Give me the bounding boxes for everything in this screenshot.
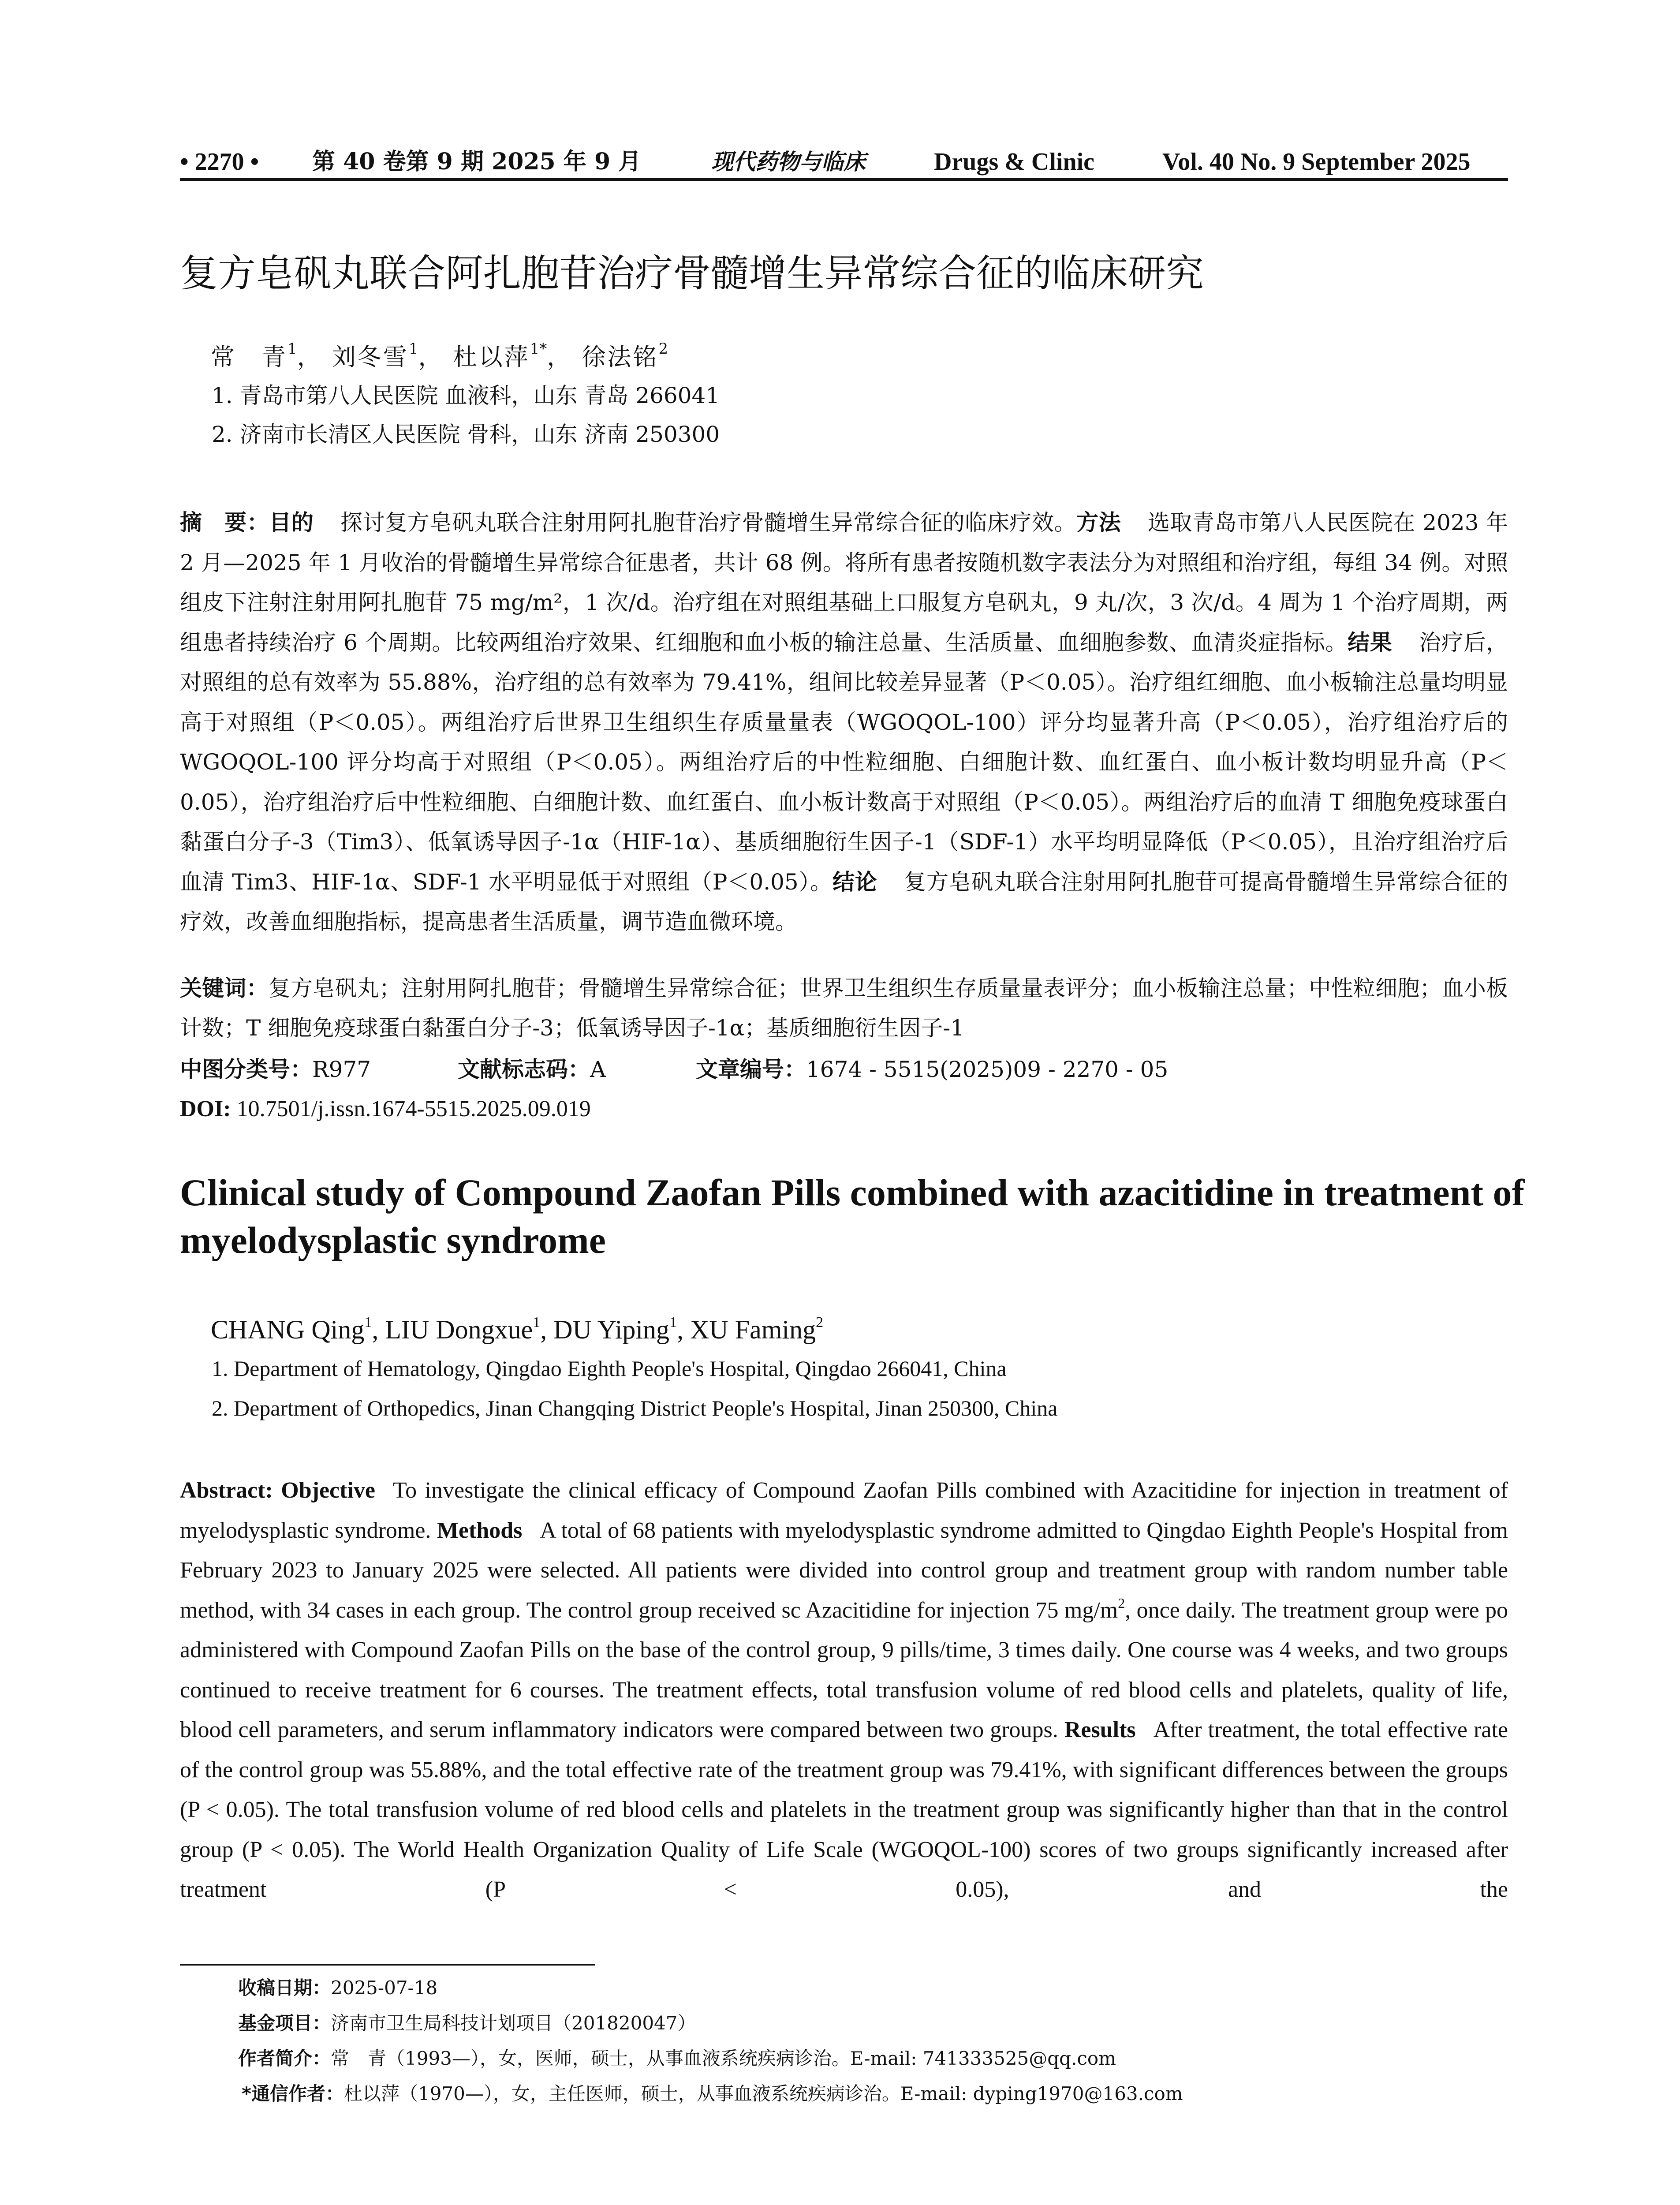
volume-issue-cn: 第 40 卷第 9 期 2025 年 9 月 xyxy=(312,148,642,175)
author-affiliation-mark: 1 xyxy=(408,340,418,358)
doi-label: DOI: xyxy=(180,1096,231,1121)
author-name: 常 青 xyxy=(211,343,287,371)
article-title-cn: 复方皂矾丸联合阿扎胞苷治疗骨髓增生异常综合征的临床研究 xyxy=(180,251,1204,295)
affiliation-cn-2: 2. 济南市长清区人民医院 骨科，山东 济南 250300 xyxy=(212,422,720,447)
author-affiliation-mark: 1 xyxy=(669,1314,677,1330)
results-label-cn: 结果 xyxy=(1348,629,1393,655)
objective-text-en: To investigate the clinical efficacy of Compound Zaofan Pills combined with Azacitidine for injection in treatment of myelodysplastic syndrome. xyxy=(180,1478,1508,1543)
author-bio-text: 常 青（1993—），女，医师，硕士，从事血液系统疾病诊治。E-mail: 741333525@qq.com xyxy=(331,2048,1116,2069)
fund-text: 济南市卫生局科技计划项目（201820047） xyxy=(331,2012,696,2034)
unit-superscript: 2 xyxy=(1118,1595,1125,1611)
author-separator: , xyxy=(540,1315,554,1344)
methods-text-en-cont: , once daily. The treatment group were po administered with Compound Zaofan Pills on the base of the control group, 9 pills/time, 3 times daily. One course was 4 weeks, and two groups continued to receive treatment for 6 courses. The treatment effects, total transfusion volume of red blood cells and platelets, quality of life, blood cell parameters, and serum inflammatory indicators were compared between two groups. xyxy=(180,1597,1508,1742)
page-number: • 2270 • xyxy=(180,148,259,176)
footnote-author xyxy=(238,2045,1116,2072)
article-title-en: Clinical study of Compound Zaofan Pills combined with azacitidine in treatment of myelodysplastic syndrome xyxy=(180,1171,1525,1261)
author-affiliation-mark: 1 xyxy=(533,1314,541,1330)
author-separator: ， xyxy=(418,343,444,371)
author-list-en xyxy=(211,1312,1269,1347)
corresponding-text: 杜以萍（1970—），女，主任医师，硕士，从事血液系统疾病诊治。E-mail: dyping1970@163.com xyxy=(343,2083,1183,2104)
objective-label-cn: 目的 xyxy=(269,510,314,535)
author-name: CHANG Qing xyxy=(211,1315,365,1344)
author-name: 刘冬雪 xyxy=(332,343,409,371)
author-affiliation-mark: 1* xyxy=(530,340,547,358)
methods-text-en: A total of 68 patients with myelodysplastic syndrome admitted to Qingdao Eighth People's Hospital from February 2023 to January 2025 were selected. All patients were divided into control group and treatment group with random number table method, with 34 cases in each group. The control group received sc Azacitidine for injection 75 mg/m xyxy=(180,1517,1508,1623)
received-date: 2025-07-18 xyxy=(331,1977,438,1999)
footnote-received xyxy=(238,1975,437,2001)
author-separator: , xyxy=(372,1315,385,1344)
author-name: DU Yiping xyxy=(553,1315,670,1344)
doc-code-value: A xyxy=(590,1057,606,1082)
objective-text-cn: 探讨复方皂矾丸联合注射用阿扎胞苷治疗骨髓增生异常综合征的临床疗效。 xyxy=(340,510,1077,535)
abstract-cn xyxy=(180,503,1508,942)
author-separator: ， xyxy=(297,343,323,371)
affiliation-cn-1: 1. 青岛市第八人民医院 血液科，山东 青岛 266041 xyxy=(212,383,720,408)
author-name: 徐法铭 xyxy=(582,343,659,371)
author-name: 杜以萍 xyxy=(453,343,530,371)
objective-label-en: Objective xyxy=(281,1478,375,1503)
abstract-label-cn: 摘 要： xyxy=(180,510,269,535)
methods-text-cn: 选取青岛市第八人民医院在 2023 年 2 月—2025 年 1 月收治的骨髓增生异常综合征患者，共计 68 例。将所有患者按随机数字表法分为对照组和治疗组，每组 34 例。对照组皮下注射注射用阿扎胞苷 75 mg/m²，1 次/d。治疗组在对照组基础上口服复方皂矾丸，9 丸/次，3 次/d。4 周为 1 个治疗周期，两组患者持续治疗 6 个周期。比较两组治疗效果、红细胞和血小板的输注总量、生活质量、血细胞参数、血清炎症指标。 xyxy=(180,510,1508,655)
keywords-label: 关键词： xyxy=(180,975,269,1001)
corresponding-label: *通信作者： xyxy=(242,2083,344,2104)
conclusion-label-cn: 结论 xyxy=(833,869,877,895)
author-separator: ， xyxy=(547,343,573,371)
affiliation-en-1: 1. Department of Hematology, Qingdao Eighth People's Hospital, Qingdao 266041, China xyxy=(212,1356,1007,1381)
results-label-en: Results xyxy=(1064,1717,1136,1742)
footnote-corresponding xyxy=(242,2081,1183,2107)
results-text-en: After treatment, the total effective rate of the control group was 55.88%, and the total effective rate of the treatment group was 79.41%, with significant differences between the groups (P < 0.05). The total transfusion volume of red blood cells and platelets in the treatment group was significantly higher than that in the control group (P < 0.05). The World Health Organization Quality of Life Scale (WGOQOL-100) scores of two groups significantly increased after treatment (P < 0.05), and the xyxy=(180,1717,1508,1902)
author-affiliation-mark: 2 xyxy=(658,340,668,358)
keywords-cn xyxy=(180,968,1508,1048)
affiliation-en-2: 2. Department of Orthopedics, Jinan Changqing District People's Hospital, Jinan 250300, China xyxy=(212,1396,1058,1420)
author-list-cn xyxy=(211,340,1093,375)
author-affiliation-mark: 1 xyxy=(364,1314,372,1330)
methods-label-cn: 方法 xyxy=(1076,510,1121,535)
journal-name-en: Drugs & Clinic xyxy=(934,148,1094,176)
article-number-label: 文章编号： xyxy=(696,1057,806,1082)
received-label: 收稿日期： xyxy=(238,1977,331,1999)
author-affiliation-mark: 2 xyxy=(816,1314,824,1330)
author-name: LIU Dongxue xyxy=(385,1315,533,1344)
clc-value: R977 xyxy=(312,1057,371,1082)
author-separator: , xyxy=(677,1315,691,1344)
journal-name-cn: 现代药物与临床 xyxy=(711,149,866,175)
article-number-value: 1674 - 5515(2025)09 - 2270 - 05 xyxy=(806,1057,1169,1082)
footnote-rule xyxy=(180,1964,595,1966)
doc-code-label: 文献标志码： xyxy=(458,1057,590,1082)
running-header xyxy=(180,142,1508,182)
results-text-cn: 治疗后，对照组的总有效率为 55.88%，治疗组的总有效率为 79.41%，组间比较差异显著（P＜0.05）。治疗组红细胞、血小板输注总量均明显高于对照组（P＜0.05）。两组治疗后世界卫生组织生存质量量表（WGOQOL-100）评分均显著升高（P＜0.05），治疗组治疗后的 WGOQOL-100 评分均高于对照组（P＜0.05）。两组治疗后的中性粒细胞、白细胞计数、血红蛋白、血小板计数均明显升高（P＜0.05），治疗组治疗后中性粒细胞、白细胞计数、血红蛋白、血小板计数高于对照组（P＜0.05）。两组治疗后的血清 T 细胞免疫球蛋白黏蛋白分子-3（Tim3）、低氧诱导因子-1α（HIF-1α）、基质细胞衍生因子-1（SDF-1）水平均明显降低（P＜0.05），且治疗组治疗后血清 Tim3、HIF-1α、SDF-1 水平明显低于对照组（P＜0.05）。 xyxy=(180,629,1508,895)
abstract-en xyxy=(180,1471,1508,1910)
header-rule xyxy=(180,178,1508,181)
author-name: XU Faming xyxy=(690,1315,816,1344)
doi-line xyxy=(180,1089,1508,1129)
author-bio-label: 作者简介： xyxy=(238,2048,331,2069)
volume-issue-en: Vol. 40 No. 9 September 2025 xyxy=(1162,148,1471,176)
doi-value[interactable]: 10.7501/j.issn.1674-5515.2025.09.019 xyxy=(236,1096,591,1121)
abstract-label-en: Abstract: xyxy=(180,1478,273,1503)
conclusion-text-cn: 复方皂矾丸联合注射用阿扎胞苷可提高骨髓增生异常综合征的疗效，改善血细胞指标，提高患者生活质量，调节造血微环境。 xyxy=(180,869,1508,934)
methods-label-en: Methods xyxy=(437,1517,523,1543)
author-affiliation-mark: 1 xyxy=(287,340,297,358)
fund-label: 基金项目： xyxy=(238,2012,331,2034)
keywords-text: 复方皂矾丸；注射用阿扎胞苷；骨髓增生异常综合征；世界卫生组织生存质量量表评分；血小板输注总量；中性粒细胞；血小板计数；T 细胞免疫球蛋白黏蛋白分子-3；低氧诱导因子-1α；基质细胞衍生因子-1 xyxy=(180,975,1508,1041)
clc-label: 中图分类号： xyxy=(180,1057,312,1082)
footnote-fund xyxy=(238,2010,696,2037)
